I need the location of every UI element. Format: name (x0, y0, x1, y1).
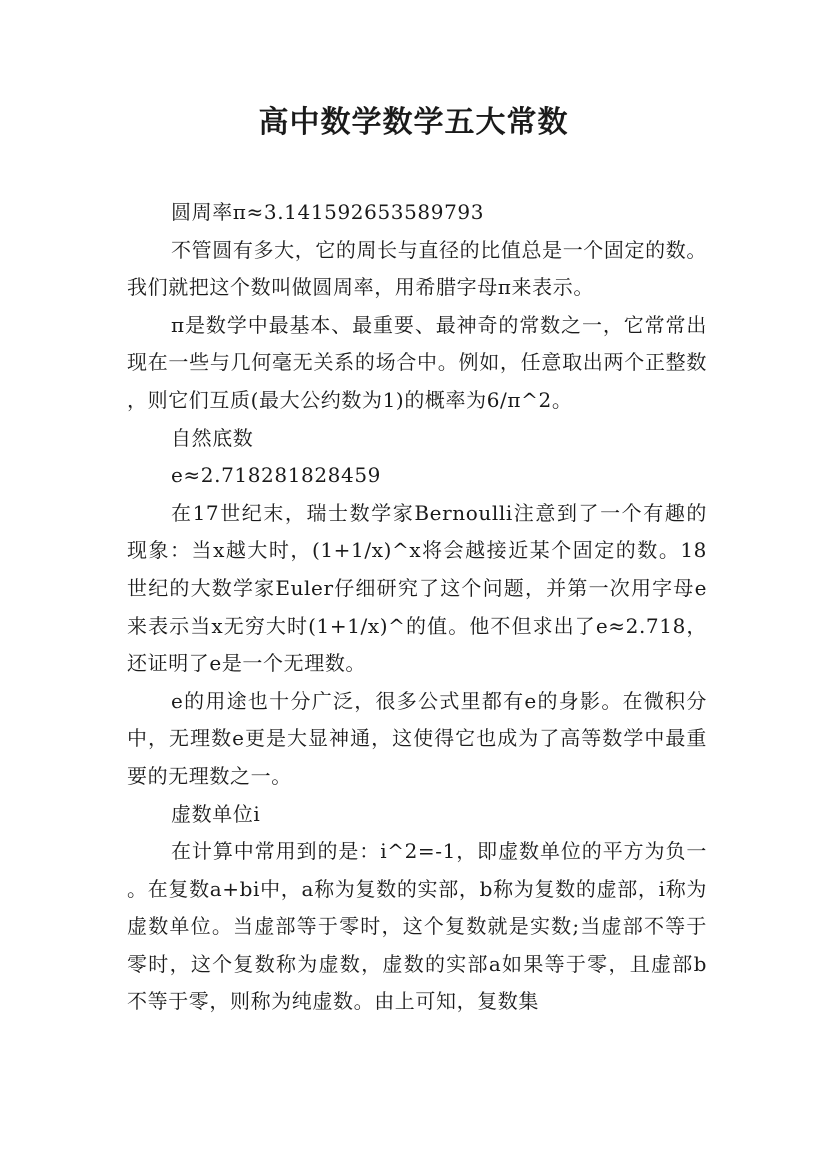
document-body (127, 194, 707, 1021)
paragraph-e-value: e≈2.718281828459 (171, 463, 381, 488)
paragraph-e-heading: 自然底数 (171, 425, 254, 450)
paragraph-e-uses: e的用途也十分广泛，很多公式里都有e的身影。在微积分中，无理数e更是大显神通，这使得它也成为了高等数学中最重要的无理数之一。 (127, 688, 707, 788)
paragraph-pi-value: 圆周率π≈3.141592653589793 (171, 200, 485, 224)
paragraph-i-definition: 在计算中常用到的是：i^2=-1，即虚数单位的平方为负一。在复数a+bi中，a称为复数的实部，b称为复数的虚部，i称为虚数单位。当虚部等于零时，这个复数就是实数;当虚部不等于零时，这个复数称为虚数，虚数的实部a如果等于零，且虚部b不等于零，则称为纯虚数。由上可知，复数集 (127, 839, 707, 1014)
document-title: 高中数学数学五大常数 (258, 105, 569, 140)
paragraph-i-heading: 虚数单位i (171, 801, 261, 826)
paragraph-pi-definition: 不管圆有多大，它的周长与直径的比值总是一个固定的数。我们就把这个数叫做圆周率，用希腊字母π来表示。 (127, 237, 707, 300)
paragraph-e-history: 在17世纪末，瑞士数学家Bernoulli注意到了一个有趣的现象：当x越大时，(1+1/x)^x将会越接近某个固定的数。18世纪的大数学家Euler仔细研究了这个问题，并第一次用字母e来表示当x无穷大时(1+1/x)^的值。他不但求出了e≈2.718，还证明了e是一个无理数。 (127, 500, 707, 676)
paragraph-pi-importance: π是数学中最基本、最重要、最神奇的常数之一，它常常出现在一些与几何毫无关系的场合中。例如，任意取出两个正整数，则它们互质(最大公约数为1)的概率为6/π^2。 (127, 312, 707, 412)
